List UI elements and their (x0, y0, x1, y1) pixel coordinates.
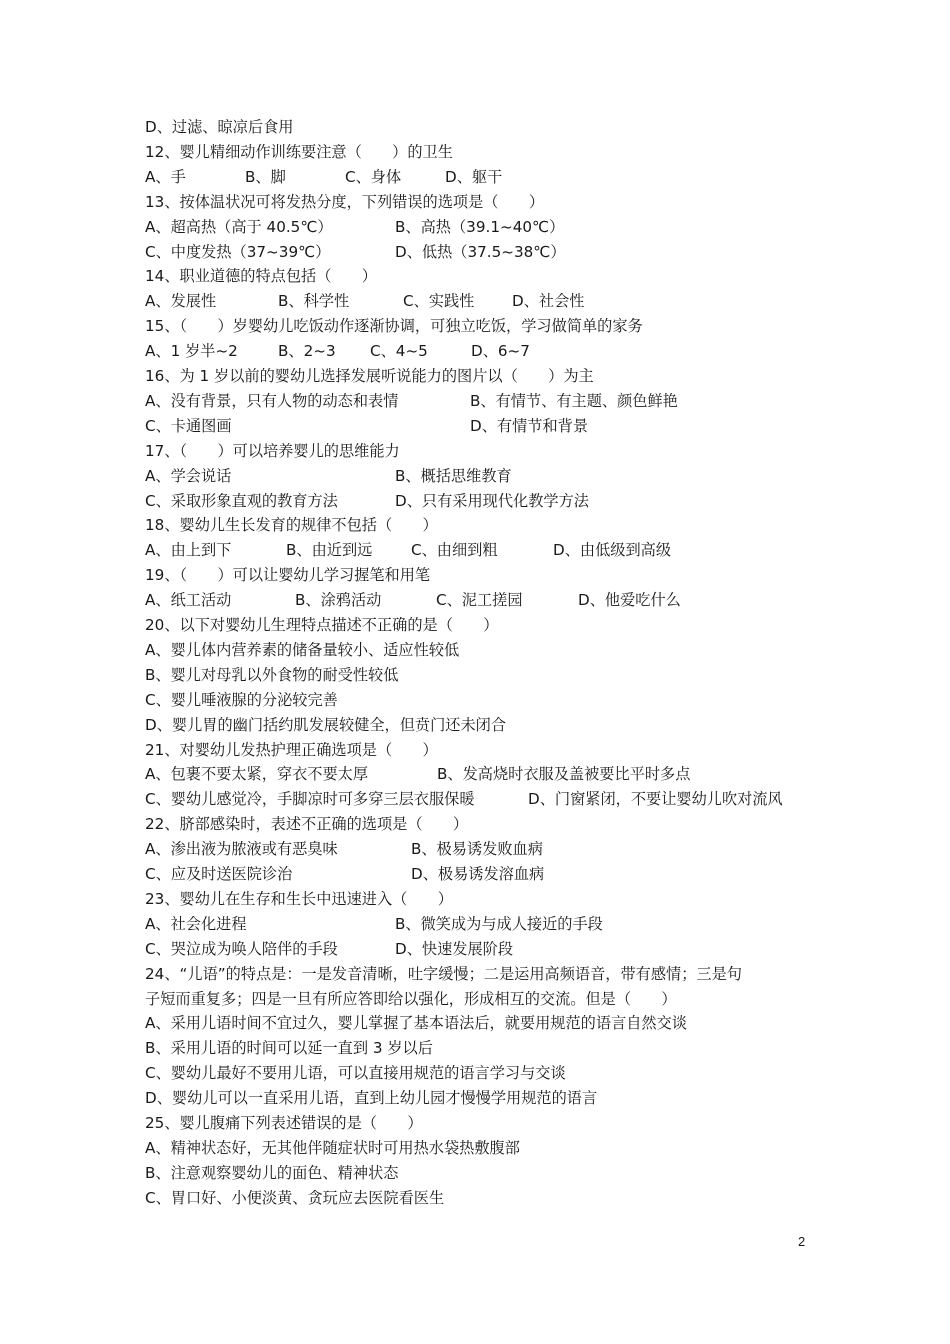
option-text: C、身体 (345, 167, 402, 186)
line-text: 12、婴儿精细动作训练要注意（ ）的卫生 (145, 142, 453, 161)
option-text: C、婴幼儿感觉冷，手脚凉时可多穿三层衣服保暖 (145, 790, 475, 809)
line-text: B、注意观察婴幼儿的面色、精神状态 (145, 1163, 399, 1182)
option-text: C、4~5 (370, 342, 428, 361)
option-text: C、卡通图画 (145, 416, 232, 435)
line-text: 24、“儿语”的特点是：一是发音清晰，吐字缓慢；二是运用高频语音，带有感情；三是句 (145, 964, 742, 983)
option-text: C、实践性 (403, 292, 475, 311)
option-text: B、涂鸦活动 (295, 591, 382, 610)
line-text: 子短而重复多；四是一旦有所应答即给以强化，形成相互的交流。但是（ ） (145, 989, 677, 1008)
option-text: A、社会化进程 (145, 914, 247, 933)
option-text: A、没有背景，只有人物的动态和表情 (145, 391, 399, 410)
option-text: C、应及时送医院诊治 (145, 865, 293, 883)
option-text: D、社会性 (512, 292, 585, 311)
line-text: D、婴幼儿可以一直采用儿语，直到上幼儿园才慢慢学用规范的语言 (145, 1089, 598, 1108)
line-text: D、婴儿胃的幽门括约肌发展较健全，但贲门还未闭合 (145, 715, 507, 734)
line-text: 17、（ ）可以培养婴儿的思维能力 (145, 441, 400, 460)
option-text: D、由低级到高级 (553, 541, 672, 560)
option-text: B、有情节、有主题、颜色鲜艳 (470, 391, 678, 410)
line-text: 21、对婴幼儿发热护理正确选项是（ ） (145, 740, 438, 759)
option-text: C、由细到粗 (411, 541, 498, 560)
page-number: 2 (798, 1234, 806, 1249)
option-text: B、概括思维教育 (395, 466, 512, 485)
line-text: C、胃口好、小便淡黄、贪玩应去医院看医生 (145, 1188, 445, 1207)
line-text: A、精神状态好，无其他伴随症状时可用热水袋热敷腹部 (145, 1138, 520, 1157)
option-text: B、由近到远 (286, 541, 373, 560)
line-text: 13、按体温状况可将发热分度，下列错误的选项是（ ） (145, 192, 545, 211)
line-text: 23、婴幼儿在生存和生长中迅速进入（ ） (145, 889, 453, 908)
line-text: B、婴儿对母乳以外食物的耐受性较低 (145, 665, 399, 684)
option-text: D、低热（37.5~38℃） (395, 242, 566, 261)
option-text: B、极易诱发败血病 (411, 840, 543, 859)
line-text: 14、职业道德的特点包括（ ） (145, 267, 377, 286)
option-text: A、学会说话 (145, 466, 232, 485)
line-text: D、过滤、晾凉后食用 (145, 118, 294, 136)
option-text: D、他爱吃什么 (578, 591, 681, 610)
line-text: 18、婴幼儿生长发育的规律不包括（ ） (145, 516, 438, 535)
option-text: D、快速发展阶段 (395, 939, 514, 958)
line-text: 16、为 1 岁以前的婴幼儿选择发展听说能力的图片以（ ）为主 (145, 367, 594, 385)
option-text: A、手 (145, 167, 186, 186)
option-text: D、极易诱发溶血病 (411, 865, 545, 883)
option-text: A、超高热（高于 40.5℃） (145, 217, 333, 236)
option-text: A、1 岁半~2 (145, 342, 238, 361)
option-text: B、2~3 (278, 342, 336, 361)
option-text: D、门窗紧闭，不要让婴幼儿吹对流风 (528, 790, 783, 809)
line-text: 20、以下对婴幼儿生理特点描述不正确的是（ ） (145, 616, 499, 634)
option-text: B、发高烧时衣服及盖被要比平时多点 (437, 765, 691, 784)
option-text: B、微笑成为与成人接近的手段 (395, 914, 603, 933)
line-text: 15、（ ）岁婴幼儿吃饭动作逐渐协调，可独立吃饭，学习做简单的家务 (145, 317, 643, 336)
line-text: B、采用儿语的时间可以延一直到 3 岁以后 (145, 1039, 433, 1058)
line-text: 22、脐部感染时，表述不正确的选项是（ ） (145, 815, 469, 834)
option-text: D、只有采用现代化教学方法 (395, 491, 589, 510)
line-text: 25、婴儿腹痛下列表述错误的是（ ） (145, 1114, 423, 1132)
option-text: A、包裹不要太紧，穿衣不要太厚 (145, 765, 369, 784)
option-text: D、有情节和背景 (470, 416, 589, 435)
option-text: A、由上到下 (145, 541, 232, 560)
line-text: C、婴幼儿最好不要用儿语，可以直接用规范的语言学习与交谈 (145, 1064, 566, 1083)
option-text: C、采取形象直观的教育方法 (145, 491, 338, 510)
option-text: C、泥工搓园 (436, 591, 523, 610)
option-text: B、科学性 (278, 292, 350, 311)
option-text: D、躯干 (445, 167, 503, 186)
option-text: D、6~7 (471, 342, 530, 361)
line-text: A、婴儿体内营养素的储备量较小、适应性较低 (145, 640, 460, 659)
option-text: A、发展性 (145, 292, 217, 311)
option-text: B、脚 (245, 167, 286, 186)
option-text: A、纸工活动 (145, 591, 232, 610)
line-text: A、采用儿语时间不宜过久，婴儿掌握了基本语法后，就要用规范的语言自然交谈 (145, 1014, 687, 1033)
line-text: 19、（ ）可以让婴幼儿学习握笔和用笔 (145, 566, 431, 585)
line-text: C、婴儿唾液腺的分泌较完善 (145, 690, 338, 709)
option-text: B、高热（39.1~40℃） (395, 217, 565, 236)
option-text: C、中度发热（37~39℃） (145, 242, 331, 261)
option-text: A、渗出液为脓液或有恶臭味 (145, 840, 338, 859)
option-text: C、哭泣成为唤人陪伴的手段 (145, 939, 338, 958)
